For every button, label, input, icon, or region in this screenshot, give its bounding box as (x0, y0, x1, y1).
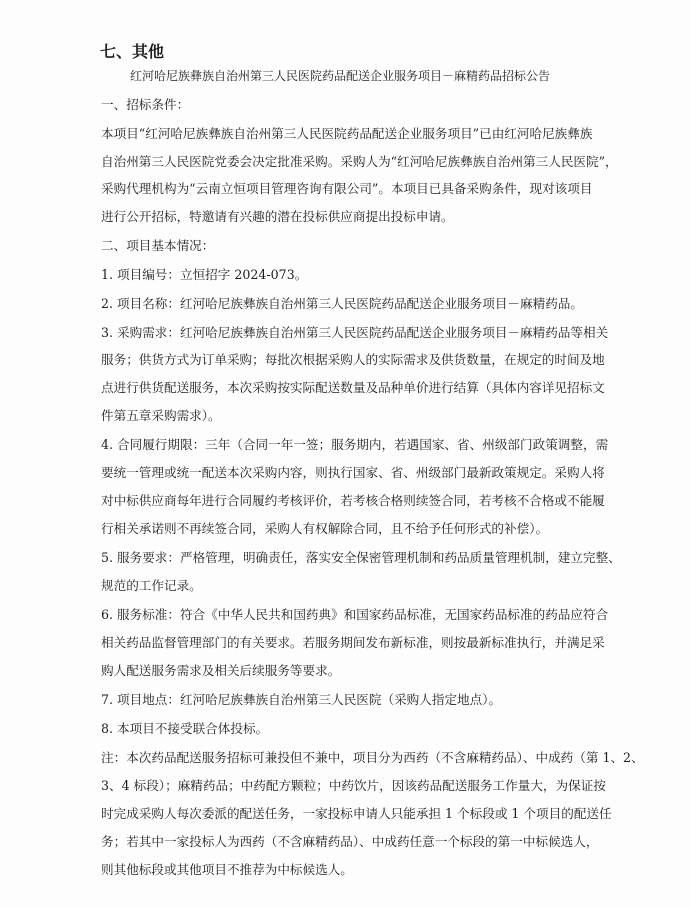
part1-line: 自治州第三人民医院党委会决定批准采购。采购人为“红河哈尼族彝族自治州第三人民医院”， (101, 154, 618, 169)
note-line: 3、4 标段）；麻精药品；中药配方颗粒；中药饮片，因该药品配送服务工作量大，为保证按 (101, 778, 606, 793)
section-title: 七、其他 (100, 42, 165, 61)
item-procurement-needs: 服务；供货方式为订单采购；每批次根据采购人的实际需求及供货数量，在规定的时间及地 (101, 352, 605, 367)
item-project-name: 2. 项目名称：红河哈尼族彝族自治州第三人民医院药品配送企业服务项目－麻精药品。 (101, 296, 583, 311)
item-service-requirements: 5. 服务要求：严格管理，明确责任，落实安全保密管理机制和药品质量管理机制，建立完整、 (101, 550, 621, 565)
item-service-requirements: 规范的工作记录。 (101, 578, 202, 593)
item-contract-period: 对中标供应商每年进行合同履约考核评价，若考核合格则续签合同，若考核不合格或不能履 (101, 493, 605, 508)
item-service-standards: 6. 服务标准：符合《中华人民共和国药典》和国家药品标准，无国家药品标准的药品应符合 (101, 607, 609, 622)
item-procurement-needs: 点进行供货配送服务，本次采购按实际配送数量及品种单价进行结算（具体内容详见招标文 (101, 380, 605, 395)
item-contract-period: 要统一管理或统一配送本次采购内容，则执行国家、省、州级部门最新政策规定。采购人将 (101, 465, 605, 480)
item-procurement-needs: 3. 采购需求：红河哈尼族彝族自治州第三人民医院药品配送企业服务项目－麻精药品等相关 (101, 325, 609, 340)
part2-heading: 二、项目基本情况： (101, 238, 215, 253)
part1-heading: 一、招标条件： (101, 97, 190, 112)
note-line: 务；若其中一家投标人为西药（不含麻精药品）、中成药任意一个标段的第一中标候选人， (101, 834, 599, 849)
part1-line: 采购代理机构为“云南立恒项目管理咨询有限公司”。本项目已具备采购条件，现对该项目 (101, 181, 593, 196)
note-line: 时完成采购人每次委派的配送任务，一家投标申请人只能承担 1 个标段或 1 个项目的配送任 (101, 806, 612, 821)
note-line: 则其他标段或其他项目不推荐为中标候选人。 (101, 862, 353, 877)
item-no-consortium: 8. 本项目不接受联合体投标。 (101, 721, 269, 736)
note-line: 注：本次药品配送服务招标可兼投但不兼中，项目分为西药（不含麻精药品）、中成药（第 1、2、 (101, 750, 644, 765)
item-contract-period: 行相关承诺则不再续签合同，采购人有权解除合同，且不给予任何形式的补偿）。 (101, 521, 549, 536)
item-procurement-needs: 件第五章采购需求）。 (101, 408, 221, 423)
item-project-number: 1. 项目编号：立恒招字 2024-073。 (101, 267, 308, 282)
part1-line: 本项目“红河哈尼族彝族自治州第三人民医院药品配送企业服务项目”已由红河哈尼族彝族 (101, 126, 593, 141)
item-service-standards: 相关药品监督管理部门的有关要求。若服务期间发布新标准，则按最新标准执行，并满足采 (101, 635, 605, 650)
announcement-title: 红河哈尼族彝族自治州第三人民医院药品配送企业服务项目－麻精药品招标公告 (130, 69, 551, 83)
item-contract-period: 4. 合同履行期限：三年（合同一年一签；服务期内，若遇国家、省、州级部门政策调整，需 (101, 437, 609, 452)
item-service-standards: 购人配送服务需求及相关后续服务等要求。 (101, 663, 341, 678)
part1-line: 进行公开招标，特邀请有兴趣的潜在投标供应商提出投标申请。 (101, 209, 454, 224)
item-project-location: 7. 项目地点：红河哈尼族彝族自治州第三人民医院（采购人指定地点）。 (101, 692, 502, 707)
